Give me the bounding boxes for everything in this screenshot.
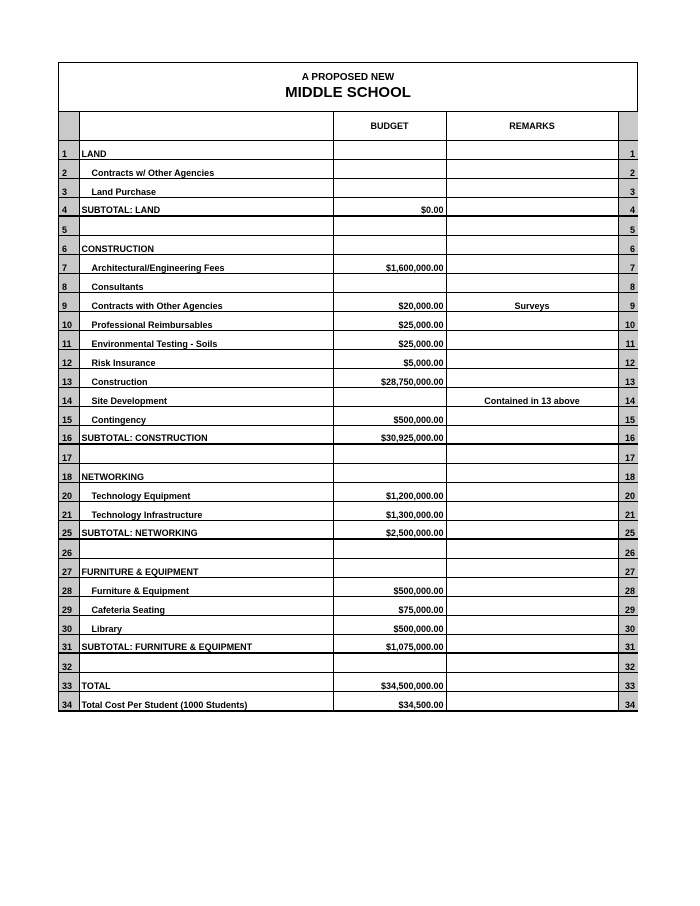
table-row xyxy=(59,254,638,273)
row-number-right-text: 33 xyxy=(624,680,635,691)
row-number-text: 29 xyxy=(62,604,73,615)
subtotal-row xyxy=(59,520,638,539)
row-number-right xyxy=(618,577,638,596)
row-remarks xyxy=(446,254,618,273)
row-number-right-text: 15 xyxy=(624,414,635,425)
row-description-text: Technology Infrastructure xyxy=(91,509,203,520)
row-budget-text: $1,075,000.00 xyxy=(385,642,444,652)
row-budget-text: $500,000.00 xyxy=(393,585,444,596)
row-budget-text: $30,925,000.00 xyxy=(380,433,444,443)
row-description xyxy=(79,653,333,672)
row-remarks xyxy=(446,444,618,463)
row-number-text: 3 xyxy=(62,186,68,197)
row-budget-text: $25,000.00 xyxy=(398,338,444,349)
table-row xyxy=(59,330,638,349)
row-number xyxy=(59,330,79,349)
row-budget xyxy=(333,311,446,330)
row-description xyxy=(79,672,333,691)
table-row xyxy=(59,273,638,292)
row-description-text: Professional Reimbursables xyxy=(91,319,213,330)
table-row xyxy=(59,349,638,368)
row-budget-text: $34,500.00 xyxy=(398,699,444,710)
row-number xyxy=(59,653,79,672)
row-number xyxy=(59,159,79,178)
row-number-text: 12 xyxy=(62,357,73,368)
row-number-right xyxy=(618,653,638,672)
row-number-right xyxy=(618,501,638,520)
row-budget xyxy=(333,330,446,349)
row-number xyxy=(59,349,79,368)
row-budget xyxy=(333,577,446,596)
row-budget xyxy=(333,273,446,292)
row-description xyxy=(79,273,333,292)
row-number-text: 21 xyxy=(62,509,73,520)
row-number-right xyxy=(618,444,638,463)
table-row xyxy=(59,653,638,672)
row-number-text: 31 xyxy=(62,642,73,652)
row-number-text: 2 xyxy=(62,167,68,178)
row-number xyxy=(59,501,79,520)
row-description-text: Consultants xyxy=(91,281,144,292)
row-budget xyxy=(333,140,446,159)
table-row xyxy=(59,463,638,482)
table-row xyxy=(59,311,638,330)
table-row xyxy=(59,615,638,634)
row-budget-text: $1,600,000.00 xyxy=(385,262,444,273)
row-number-right-text: 20 xyxy=(624,490,635,501)
row-budget xyxy=(333,406,446,425)
row-remarks xyxy=(446,463,618,482)
table-row xyxy=(59,178,638,197)
row-number-right-text: 5 xyxy=(629,224,635,235)
row-number-right-text: 8 xyxy=(629,281,635,292)
row-description xyxy=(79,311,333,330)
row-number xyxy=(59,444,79,463)
row-description-text: FURNITURE & EQUIPMENT xyxy=(81,566,199,577)
row-number-text: 26 xyxy=(62,547,73,558)
row-number xyxy=(59,387,79,406)
subtotal-row xyxy=(59,197,638,216)
row-remarks xyxy=(446,691,618,710)
row-number-text: 30 xyxy=(62,623,73,634)
subtotal-row xyxy=(59,425,638,444)
row-description-text: SUBTOTAL: CONSTRUCTION xyxy=(81,433,208,443)
row-remarks xyxy=(446,615,618,634)
row-number-right-text: 3 xyxy=(629,186,635,197)
row-remarks xyxy=(446,292,618,311)
row-description-text: NETWORKING xyxy=(81,471,144,482)
row-description xyxy=(79,691,333,710)
row-description-text: Architectural/Engineering Fees xyxy=(91,262,225,273)
row-remarks-text: Contained in 13 above xyxy=(484,395,580,406)
row-number xyxy=(59,558,79,577)
table-row xyxy=(59,406,638,425)
row-number-text: 8 xyxy=(62,281,68,292)
row-description-text: Technology Equipment xyxy=(91,490,191,501)
row-number-right-text: 9 xyxy=(629,300,635,311)
row-remarks xyxy=(446,330,618,349)
row-remarks xyxy=(446,425,618,444)
row-number-right xyxy=(618,672,638,691)
row-budget-text: $1,200,000.00 xyxy=(385,490,444,501)
row-number-right-text: 26 xyxy=(624,547,635,558)
table-row xyxy=(59,387,638,406)
row-remarks-text: Surveys xyxy=(514,300,550,311)
row-budget-text: $20,000.00 xyxy=(398,300,444,311)
row-description xyxy=(79,197,333,216)
row-budget xyxy=(333,235,446,254)
row-number-right-text: 28 xyxy=(624,585,635,596)
row-number xyxy=(59,368,79,387)
row-number-text: 34 xyxy=(62,699,73,710)
row-number xyxy=(59,615,79,634)
row-description xyxy=(79,425,333,444)
row-description-text: LAND xyxy=(81,148,107,159)
row-budget xyxy=(333,482,446,501)
row-number-text: 33 xyxy=(62,680,73,691)
budget-table xyxy=(59,112,638,711)
row-number-text: 20 xyxy=(62,490,73,501)
row-description xyxy=(79,292,333,311)
row-description-text: Contracts w/ Other Agencies xyxy=(91,167,215,178)
row-number-right-text: 1 xyxy=(629,148,635,159)
row-remarks xyxy=(446,197,618,216)
table-row xyxy=(59,216,638,235)
row-budget-text: $500,000.00 xyxy=(393,414,444,425)
row-description xyxy=(79,387,333,406)
row-description xyxy=(79,406,333,425)
table-row xyxy=(59,159,638,178)
row-remarks xyxy=(446,387,618,406)
row-number xyxy=(59,254,79,273)
row-budget xyxy=(333,425,446,444)
row-number-right-text: 13 xyxy=(624,376,635,387)
row-budget xyxy=(333,159,446,178)
row-number-right xyxy=(618,254,638,273)
row-number-right xyxy=(618,235,638,254)
row-number-right-text: 16 xyxy=(624,433,635,443)
row-budget-text: $5,000.00 xyxy=(403,357,444,368)
row-budget xyxy=(333,558,446,577)
row-number-text: 25 xyxy=(62,528,73,538)
header-description-cell xyxy=(79,112,333,140)
row-description-text: Contracts with Other Agencies xyxy=(91,300,223,311)
row-number-right xyxy=(618,387,638,406)
row-description xyxy=(79,368,333,387)
row-number-right xyxy=(618,159,638,178)
table-row xyxy=(59,368,638,387)
row-number-right-text: 17 xyxy=(624,452,635,463)
row-number-right-text: 14 xyxy=(624,395,635,406)
row-number xyxy=(59,463,79,482)
row-description xyxy=(79,216,333,235)
row-description xyxy=(79,254,333,273)
row-remarks xyxy=(446,539,618,558)
row-description xyxy=(79,349,333,368)
row-description-text: Environmental Testing - Soils xyxy=(91,338,218,349)
row-description xyxy=(79,463,333,482)
row-number-right-text: 7 xyxy=(629,262,635,273)
row-number xyxy=(59,634,79,653)
row-remarks xyxy=(446,501,618,520)
header-row-number-cell xyxy=(59,112,79,140)
row-remarks xyxy=(446,634,618,653)
row-number xyxy=(59,406,79,425)
row-remarks xyxy=(446,273,618,292)
row-description-text: Cafeteria Seating xyxy=(91,604,166,615)
row-description-text: Site Development xyxy=(91,395,168,406)
row-number-right-text: 25 xyxy=(624,528,635,538)
row-number-text: 28 xyxy=(62,585,73,596)
row-number-right-text: 12 xyxy=(624,357,635,368)
row-description-text: Library xyxy=(91,623,123,634)
row-description-text: SUBTOTAL: NETWORKING xyxy=(81,528,198,538)
row-number xyxy=(59,539,79,558)
table-row xyxy=(59,558,638,577)
row-description xyxy=(79,558,333,577)
table-row xyxy=(59,482,638,501)
row-number-right-text: 27 xyxy=(624,566,635,577)
row-budget-text: $1,300,000.00 xyxy=(385,509,444,520)
row-budget-text: $75,000.00 xyxy=(398,604,444,615)
row-budget-text: $500,000.00 xyxy=(393,623,444,634)
row-description xyxy=(79,520,333,539)
row-number-text: 4 xyxy=(62,205,68,215)
row-description xyxy=(79,482,333,501)
row-budget xyxy=(333,444,446,463)
row-number xyxy=(59,216,79,235)
row-description-text: Contingency xyxy=(91,414,147,425)
row-number xyxy=(59,140,79,159)
row-budget-text: $28,750,000.00 xyxy=(380,376,444,387)
row-remarks xyxy=(446,140,618,159)
row-number-right-text: 11 xyxy=(625,338,635,349)
table-row xyxy=(59,444,638,463)
row-number-right xyxy=(618,349,638,368)
row-number xyxy=(59,672,79,691)
row-budget-text: $0.00 xyxy=(420,205,444,215)
row-remarks xyxy=(446,368,618,387)
row-number-right-text: 30 xyxy=(624,623,635,634)
row-number xyxy=(59,178,79,197)
row-number xyxy=(59,235,79,254)
row-description xyxy=(79,330,333,349)
row-number-right xyxy=(618,482,638,501)
row-remarks xyxy=(446,482,618,501)
row-remarks xyxy=(446,159,618,178)
table-row xyxy=(59,672,638,691)
row-remarks xyxy=(446,558,618,577)
row-number-right-text: 29 xyxy=(624,604,635,615)
table-row xyxy=(59,577,638,596)
row-number-text: 16 xyxy=(62,433,73,443)
row-number-right-text: 10 xyxy=(624,319,635,330)
row-number-text: 5 xyxy=(62,224,68,235)
row-remarks xyxy=(446,178,618,197)
row-remarks xyxy=(446,672,618,691)
row-number xyxy=(59,425,79,444)
table-row xyxy=(59,539,638,558)
row-budget xyxy=(333,539,446,558)
row-number-text: 27 xyxy=(62,566,73,577)
row-number-text: 15 xyxy=(62,414,73,425)
row-number xyxy=(59,596,79,615)
row-remarks xyxy=(446,311,618,330)
row-number-right xyxy=(618,463,638,482)
table-row xyxy=(59,596,638,615)
row-budget xyxy=(333,596,446,615)
row-number-right xyxy=(618,216,638,235)
row-number-right-text: 34 xyxy=(624,699,635,710)
row-budget xyxy=(333,653,446,672)
row-number xyxy=(59,292,79,311)
row-number xyxy=(59,311,79,330)
row-description xyxy=(79,235,333,254)
row-number-text: 11 xyxy=(62,338,72,349)
row-number-right-text: 4 xyxy=(629,205,635,215)
table-row xyxy=(59,235,638,254)
row-budget-text: $2,500,000.00 xyxy=(385,528,444,538)
row-number-text: 1 xyxy=(62,148,68,159)
row-number-text: 13 xyxy=(62,376,73,387)
title-line-1: A PROPOSED NEW xyxy=(301,72,395,83)
row-number-right-text: 31 xyxy=(624,642,635,652)
row-budget xyxy=(333,216,446,235)
header-row xyxy=(59,112,638,140)
row-number xyxy=(59,577,79,596)
row-number-right xyxy=(618,615,638,634)
row-description xyxy=(79,501,333,520)
row-budget-text: $34,500,000.00 xyxy=(380,680,444,691)
row-budget xyxy=(333,672,446,691)
row-budget xyxy=(333,254,446,273)
row-number-text: 7 xyxy=(62,262,68,273)
row-remarks xyxy=(446,653,618,672)
row-number-text: 17 xyxy=(62,452,73,463)
row-number-right xyxy=(618,292,638,311)
row-number-right xyxy=(618,691,638,710)
row-number xyxy=(59,197,79,216)
row-number xyxy=(59,691,79,710)
row-number-right xyxy=(618,273,638,292)
row-description-text: Furniture & Equipment xyxy=(91,585,189,596)
row-number-text: 14 xyxy=(62,395,73,406)
row-number xyxy=(59,520,79,539)
row-budget xyxy=(333,615,446,634)
row-budget xyxy=(333,520,446,539)
row-budget xyxy=(333,368,446,387)
row-remarks xyxy=(446,520,618,539)
row-description xyxy=(79,615,333,634)
row-remarks xyxy=(446,216,618,235)
row-number xyxy=(59,482,79,501)
row-number-right xyxy=(618,197,638,216)
row-number-right xyxy=(618,311,638,330)
row-budget xyxy=(333,691,446,710)
row-number-right xyxy=(618,178,638,197)
row-description-text: TOTAL xyxy=(81,680,111,691)
row-number-right xyxy=(618,520,638,539)
table-row xyxy=(59,140,638,159)
row-number-right-text: 32 xyxy=(624,661,635,672)
header-budget: BUDGET xyxy=(333,112,446,140)
row-remarks xyxy=(446,235,618,254)
row-budget xyxy=(333,349,446,368)
table-row xyxy=(59,691,638,710)
row-budget-text: $25,000.00 xyxy=(398,319,444,330)
row-number-text: 6 xyxy=(62,243,68,254)
row-number-right xyxy=(618,539,638,558)
row-budget xyxy=(333,197,446,216)
table-row xyxy=(59,292,638,311)
row-description xyxy=(79,178,333,197)
row-number-text: 10 xyxy=(62,319,73,330)
row-description-text: Land Purchase xyxy=(91,186,157,197)
row-number-right xyxy=(618,406,638,425)
row-number-right xyxy=(618,558,638,577)
row-remarks xyxy=(446,406,618,425)
row-number-text: 9 xyxy=(62,300,68,311)
row-remarks xyxy=(446,596,618,615)
row-description-text: CONSTRUCTION xyxy=(81,243,154,254)
row-description-text: SUBTOTAL: LAND xyxy=(81,205,161,215)
row-budget xyxy=(333,634,446,653)
header-row-number-cell-right xyxy=(618,112,638,140)
table-row xyxy=(59,501,638,520)
row-description xyxy=(79,140,333,159)
budget-sheet xyxy=(58,62,638,712)
row-number-right xyxy=(618,368,638,387)
row-budget xyxy=(333,292,446,311)
row-description xyxy=(79,577,333,596)
row-number-text: 18 xyxy=(62,471,73,482)
row-budget xyxy=(333,463,446,482)
row-description xyxy=(79,596,333,615)
row-description xyxy=(79,159,333,178)
row-number-right-text: 2 xyxy=(629,167,635,178)
row-number-right xyxy=(618,330,638,349)
row-description-text: Total Cost Per Student (1000 Students) xyxy=(81,699,248,710)
row-description-text: SUBTOTAL: FURNITURE & EQUIPMENT xyxy=(81,642,253,652)
row-description-text: Construction xyxy=(91,376,148,387)
row-budget xyxy=(333,387,446,406)
row-budget xyxy=(333,501,446,520)
row-number-right xyxy=(618,596,638,615)
row-number-right xyxy=(618,425,638,444)
row-budget xyxy=(333,178,446,197)
row-remarks xyxy=(446,577,618,596)
row-description xyxy=(79,634,333,653)
row-number-right-text: 6 xyxy=(629,243,635,254)
row-number xyxy=(59,273,79,292)
row-description xyxy=(79,539,333,558)
row-number-right-text: 18 xyxy=(624,471,635,482)
row-number-right xyxy=(618,634,638,653)
page-title: MIDDLE SCHOOL xyxy=(285,84,411,101)
title-block xyxy=(59,63,637,112)
row-description-text: Risk Insurance xyxy=(91,357,156,368)
row-description xyxy=(79,444,333,463)
row-remarks xyxy=(446,349,618,368)
row-number-right-text: 21 xyxy=(624,509,635,520)
row-number-right xyxy=(618,140,638,159)
row-number-text: 32 xyxy=(62,661,73,672)
header-remarks: REMARKS xyxy=(446,112,618,140)
subtotal-row xyxy=(59,634,638,653)
